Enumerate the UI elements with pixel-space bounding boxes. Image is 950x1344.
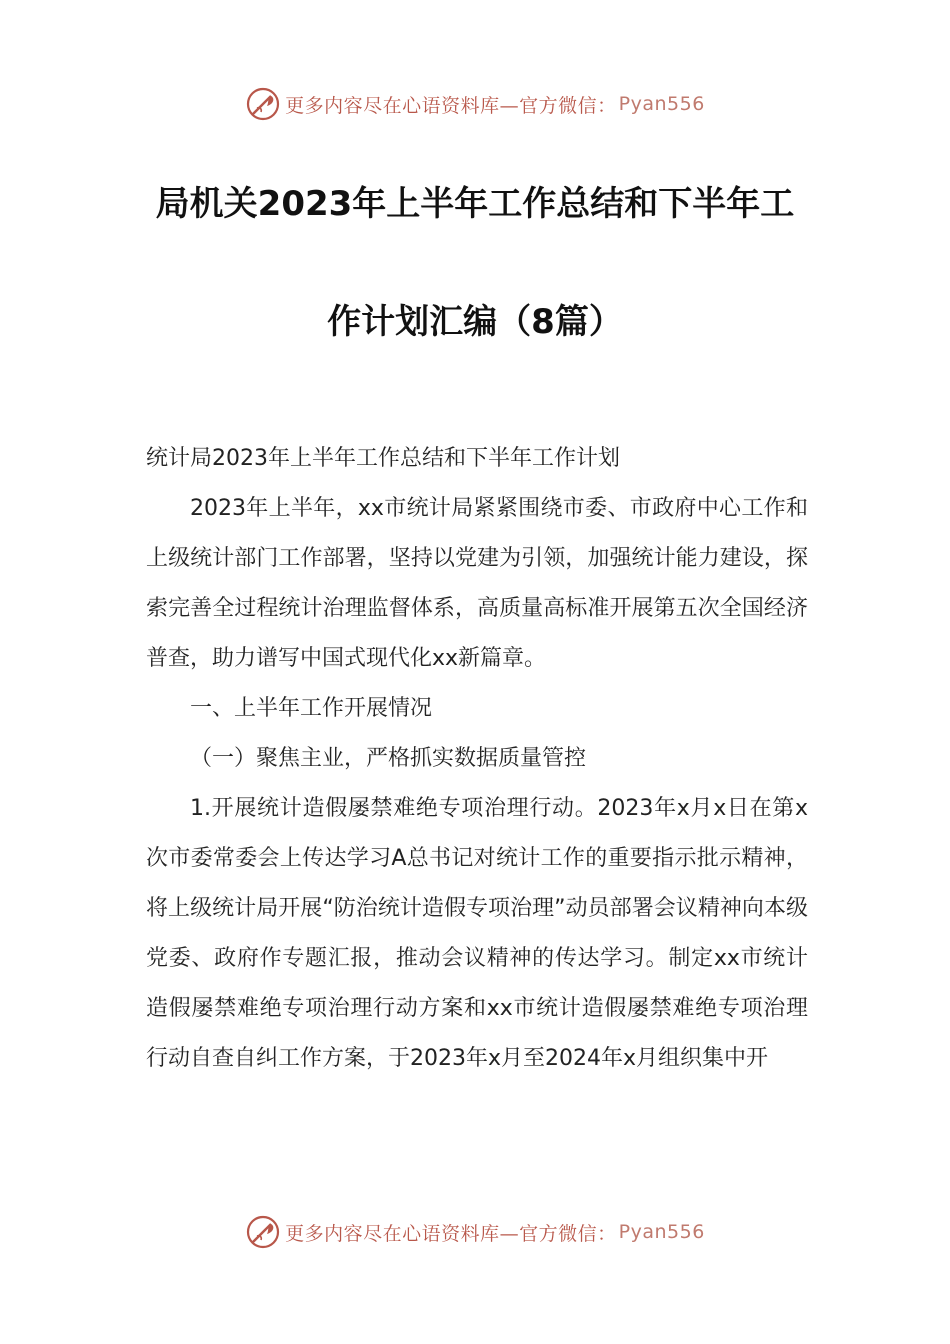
paragraph: 1.开展统计造假屡禁难绝专项治理行动。2023年x月x日在第x次市委常委会上传达学习A总书记对统计工作的重要指示批示精神，将上级统计局开展“防治统计造假专项治理”动员部署会议精神向本级党委、政府作专题汇报，推动会议精神的传达学习。制定xx市统计造假屡禁难绝专项治理行动方案和xx市统计造假屡禁难绝专项治理行动自查自纠工作方案，于2023年x月至2024年x月组织集中开 (146, 796, 808, 1071)
watermark-text: 更多内容尽在心语资料库—官方微信： (285, 1222, 617, 1245)
header-watermark (0, 84, 950, 124)
watermark-text: 更多内容尽在心语资料库—官方微信： (285, 94, 617, 117)
watermark-handle: Pyan556 (618, 93, 705, 115)
quill-logo-icon (245, 1214, 281, 1250)
section-heading: 一、上半年工作开展情况 (190, 696, 433, 721)
subsection-heading: （一）聚焦主业，严格抓实数据质量管控 (190, 746, 587, 771)
document-title-line-2: 作计划汇编（8篇） (327, 302, 623, 342)
footer-watermark (0, 1212, 950, 1252)
document-title-line-1: 局机关2023年上半年工作总结和下半年工 (155, 184, 795, 224)
watermark-handle: Pyan556 (618, 1221, 705, 1243)
quill-logo-icon (245, 86, 281, 122)
paragraph: 2023年上半年，xx市统计局紧紧围绕市委、市政府中心工作和上级统计部门工作部署，坚持以党建为引领，加强统计能力建设，探索完善全过程统计治理监督体系，高质量高标准开展第五次全国经济普查，助力谱写中国式现代化xx新篇章。 (146, 496, 808, 671)
document-body (146, 434, 808, 1084)
section-subtitle: 统计局2023年上半年工作总结和下半年工作计划 (146, 446, 620, 471)
